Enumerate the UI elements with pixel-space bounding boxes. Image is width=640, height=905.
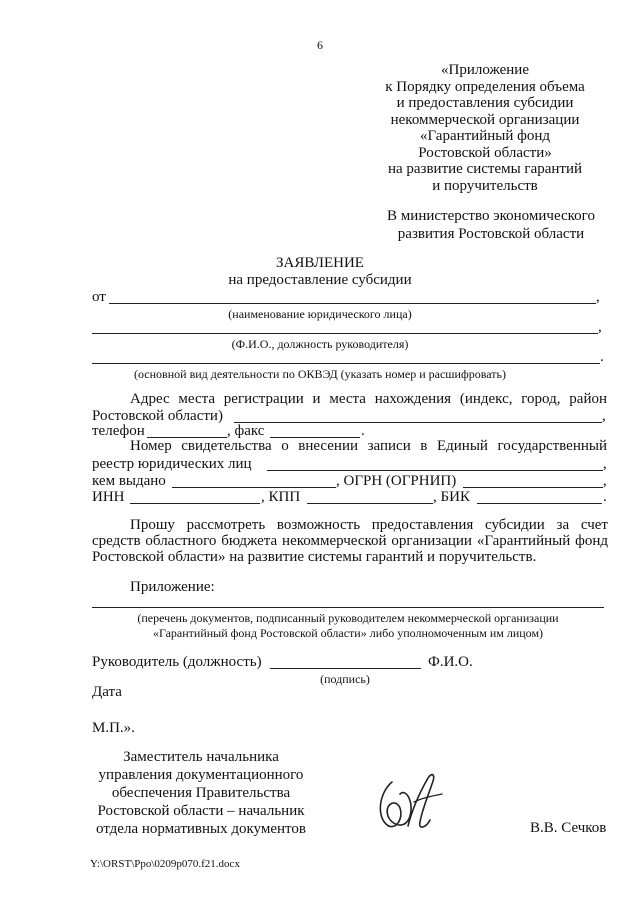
ogrn-label: , ОГРН (ОГРНИП) (336, 473, 457, 489)
fio-label: Ф.И.О. (428, 654, 473, 670)
head-name-caption: (Ф.И.О., должность руководителя) (231, 337, 409, 351)
issued-by-field[interactable] (172, 487, 336, 488)
address-text: Адрес места регистрации и места нахождения (индекс, город, район (130, 391, 607, 407)
certificate-text-2: реестр юридических лиц (92, 456, 252, 472)
official-title-line: Ростовской области – начальник (97, 803, 305, 819)
bik-label: , БИК (433, 489, 470, 505)
appendix-line: «Приложение (440, 62, 529, 78)
appendix-block (380, 62, 590, 194)
appendix-line: и поручительств (432, 177, 538, 194)
date-label: Дата (92, 684, 122, 700)
appendix-line: Ростовской области» (418, 144, 552, 161)
comma: , (602, 408, 606, 424)
official-title-line: отдела нормативных документов (96, 821, 306, 837)
kpp-label: , КПП (261, 489, 301, 505)
attachment-label: Приложение: (130, 579, 215, 595)
appendix-line: на развитие системы гарантий (387, 161, 583, 177)
official-name: В.В. Сечков (530, 820, 607, 836)
org-name-caption: (наименование юридического лица) (228, 307, 412, 321)
head-position-label: Руководитель (должность) (92, 654, 262, 670)
certificate-number-field[interactable] (267, 470, 603, 471)
period: . (603, 489, 607, 505)
address-field[interactable] (234, 422, 602, 423)
attachment-caption-2: «Гарантийный фонд Ростовской области» либо уполномоченным им лицом) (152, 626, 544, 640)
request-text-3: Ростовской области» на развитие системы гарантий и поручительств. (92, 549, 537, 565)
request-text-1: Прошу рассмотреть возможность предоставления субсидии за счет (130, 517, 608, 533)
addressee-line: развития Ростовской области (397, 226, 585, 242)
official-title-line: управления документационного (98, 767, 304, 783)
addressee-block (380, 207, 602, 243)
official-title-block (90, 748, 312, 838)
handwritten-signature (370, 764, 450, 840)
kpp-field[interactable] (307, 503, 433, 504)
signature-field[interactable] (270, 668, 421, 669)
phone-label: телефон (92, 423, 145, 439)
appendix-line: «Гарантийный фонд (419, 128, 550, 144)
comma: , (598, 319, 602, 335)
official-title-line: обеспечения Правительства (111, 785, 291, 801)
okved-caption: (основной вид деятельности по ОКВЭД (указать номер и расшифровать) (134, 367, 506, 381)
attachment-field[interactable] (92, 607, 604, 608)
issued-by-label: кем выдано (92, 473, 166, 489)
period: . (361, 423, 365, 439)
bik-field[interactable] (477, 503, 602, 504)
appendix-line: и предоставления субсидии (396, 95, 574, 111)
official-title-line: Заместитель начальника (123, 749, 279, 765)
org-name-field[interactable] (109, 303, 596, 304)
certificate-text: Номер свидетельства о внесении записи в Единый государственный (130, 438, 607, 454)
address-text-2: Ростовской области) (92, 408, 223, 424)
document-title: ЗАЯВЛЕНИЕ (276, 255, 364, 271)
document-subtitle: на предоставление субсидии (228, 272, 412, 288)
signature-caption: (подпись) (320, 672, 370, 686)
inn-field[interactable] (130, 503, 260, 504)
inn-label: ИНН (92, 489, 125, 505)
ogrn-field[interactable] (463, 487, 603, 488)
from-label: от (92, 289, 106, 305)
comma: , (603, 456, 607, 472)
comma: , (603, 473, 607, 489)
head-name-field[interactable] (92, 333, 598, 334)
stamp-label: М.П.». (92, 720, 135, 736)
period: . (600, 349, 604, 365)
comma: , (596, 289, 600, 305)
attachment-caption: (перечень документов, подписанный руководителем некоммерческой организации (137, 611, 559, 625)
page-number: 6 (317, 38, 323, 52)
file-path: Y:\ORST\Ppo\0209p070.f21.docx (90, 858, 240, 870)
addressee-line: В министерство экономического (387, 208, 595, 224)
request-text-2: средств областного бюджета некоммерческой организации «Гарантийный фонд (92, 533, 608, 549)
appendix-line: к Порядку определения объема (385, 78, 585, 95)
okved-field[interactable] (92, 363, 600, 364)
appendix-line: некоммерческой организации (390, 111, 580, 128)
fax-label: , факс (227, 423, 265, 439)
